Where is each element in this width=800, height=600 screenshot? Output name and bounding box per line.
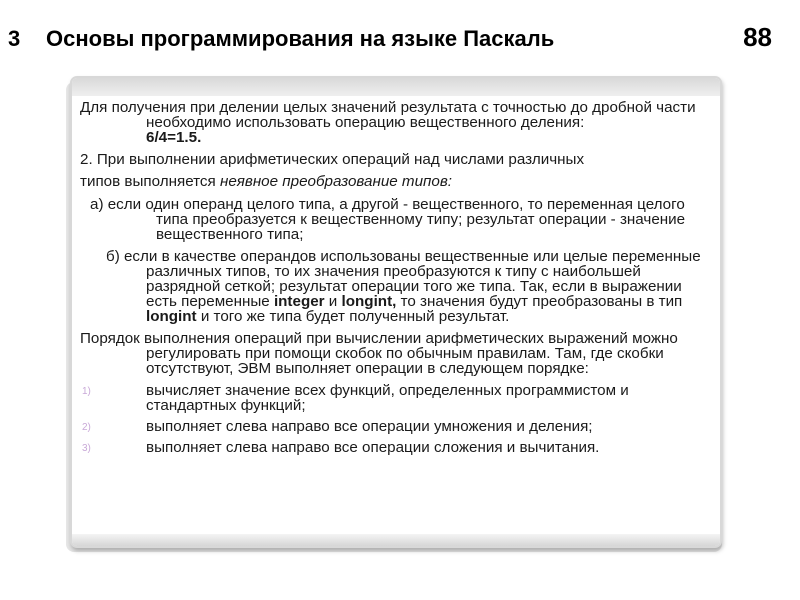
chapter-number: 3: [8, 26, 21, 51]
page-number: 88: [743, 22, 772, 52]
list-item: [80, 419, 708, 434]
paragraph-type-conversion-1: 2. При выполнении арифметических операций над числами различных: [80, 151, 585, 168]
keyword-longint: longint,: [341, 293, 397, 310]
keyword-integer: integer: [273, 293, 325, 310]
content-card: [70, 76, 722, 548]
paragraph-real-division: Для получения при делении целых значений результата с точностью до дробной части необходимо использовать операцию вещественного деления: 6/4=1.5.: [80, 99, 696, 146]
slide-header: [0, 0, 800, 70]
list-item-text: вычисляет значение всех функций, определенных программистом и стандартных функций;: [146, 382, 629, 414]
list-number: 2): [82, 422, 91, 433]
chapter-title: Основы программирования на языке Паскаль: [46, 26, 555, 51]
list-item-text: выполняет слева направо все операции умножения и деления;: [146, 418, 593, 435]
paragraph-operation-order: Порядок выполнения операций при вычислении арифметических выражений можно регулировать при помощи скобок по обычным правилам. Там, где скобки отсутствуют, ЭВМ выполняет операции в следующем порядке:: [80, 330, 678, 377]
list-number: 3): [82, 443, 91, 454]
case-a: а) если один операнд целого типа, а другой - вещественного, то переменная целого типа преобразуется к вещественному типу; результат операции - значение вещественного типа;: [90, 196, 686, 243]
division-example: 6/4=1.5.: [146, 129, 202, 146]
list-item-text: выполняет слева направо все операции сложения и вычитания.: [146, 439, 600, 456]
list-item: [80, 440, 708, 455]
list-number: 1): [82, 386, 91, 397]
list-item: [80, 383, 708, 413]
card-top-bar: [72, 78, 720, 96]
card-content: [80, 100, 708, 461]
implicit-conversion-term: неявное преобразование типов:: [219, 173, 452, 190]
paragraph-type-conversion-2: типов выполняется неявное преобразование типов:: [80, 173, 452, 190]
case-b: б) если в качестве операндов использованы вещественные или целые переменные различных типов, то их значения преобразуются к типу с наибольшей разрядной сеткой; результат операции того же типа. Так, если в выражении есть переменные integer и longint, то значения будут преобразованы в тип longint и того же типа будет полученный результат.: [106, 248, 701, 325]
card-bottom-bar: [72, 534, 720, 546]
keyword-longint-2: longint: [146, 308, 197, 325]
